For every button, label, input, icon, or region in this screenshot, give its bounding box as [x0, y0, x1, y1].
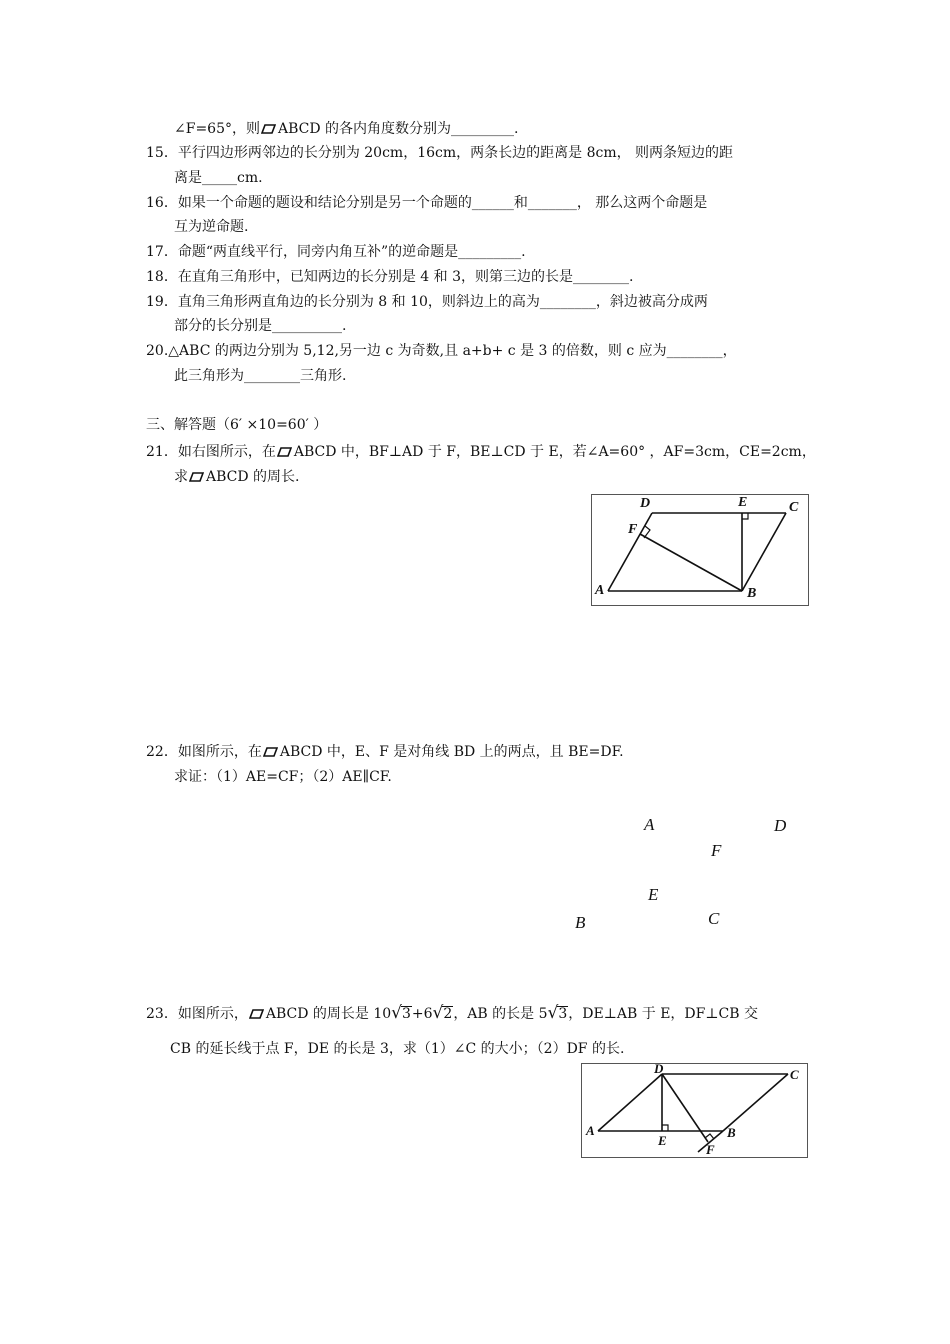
q21-label-e: E [738, 495, 748, 510]
q22-line1 [146, 743, 624, 761]
parallelogram-icon [189, 472, 204, 482]
q21-label-d: D [640, 496, 651, 511]
parallelogram-icon [261, 124, 276, 134]
sqrt-icon: √ [432, 1003, 444, 1023]
q14-continuation [174, 120, 519, 138]
q23-radicand-1: 3 [401, 1006, 411, 1022]
q21-label-b: B [747, 586, 757, 601]
q23-radicand-2: 2 [443, 1006, 453, 1022]
q23-label-f: F [706, 1142, 715, 1157]
q23-side-ad [598, 1074, 662, 1131]
q23-t4: ，DE⊥AB 于 E，DF⊥CB 交 [568, 1006, 758, 1022]
q18-line1: 18．在直角三角形中，已知两边的长分别是 4 和 3，则第三边的长是________. [146, 269, 634, 285]
q19-line1: 19．直角三角形两直角边的长分别为 8 和 10，则斜边上的高为________，斜边被高分成两 [146, 294, 708, 310]
q21-label-a: A [595, 583, 605, 598]
q21-label-f: F [628, 522, 638, 537]
q17-line1: 17．命题“两直线平行，同旁内角互补”的逆命题是_________. [146, 244, 526, 260]
parallelogram-icon [249, 1009, 264, 1019]
q20-line2: 此三角形为________三角形. [174, 368, 347, 384]
section-3-title: 三、解答题（6′ ×10=60′ ） [146, 417, 328, 433]
q22-label-e: E [648, 885, 659, 904]
q22-post: ABCD 中，E、F 是对角线 BD 上的两点，且 BE=DF. [279, 744, 624, 760]
q23-label-e: E [658, 1133, 667, 1148]
q21-right-angle-f [644, 526, 650, 538]
q23-figure [581, 1063, 808, 1158]
q21-figure [591, 494, 809, 606]
q22-line2: 求证：（1）AE=CF；（2）AE∥CF. [174, 769, 392, 785]
q21-line2 [174, 468, 300, 486]
q21-line1 [146, 443, 816, 461]
q23-line1 [146, 1004, 758, 1023]
q16-line1: 16．如果一个命题的题设和结论分别是另一个命题的______和_______， 那么这两个命题是 [146, 195, 708, 211]
q23-right-angle-e [662, 1125, 668, 1131]
q23-t1: ABCD 的周长是 10 [265, 1006, 392, 1022]
q21-line2-pre: 求 [174, 469, 188, 485]
q23-segment-df [662, 1074, 708, 1142]
q19-line2: 部分的长分别是__________. [174, 318, 347, 334]
q21-label-c: C [789, 500, 799, 515]
sqrt-icon: √ [391, 1003, 402, 1023]
q22-label-f: F [711, 841, 722, 860]
q22-label-d: D [774, 816, 787, 835]
q21-figure-drawing [592, 495, 808, 605]
q21-line2-post: ABCD 的周长. [206, 469, 300, 485]
q23-radicand-3: 3 [558, 1006, 568, 1022]
q23-line2: CB 的延长线于点 F，DE 的长是 3，求（1）∠C 的大小；（2）DF 的长. [170, 1041, 625, 1057]
q23-figure-drawing [582, 1064, 807, 1157]
q21-side-cb [742, 513, 786, 591]
q23-label-d: D [654, 1061, 664, 1076]
q15-line2: 离是_____cm. [174, 170, 263, 186]
q21-right-angle-e [742, 513, 748, 519]
q23-label-a: A [586, 1123, 595, 1138]
q21-post: ABCD 中，BF⊥AD 于 F，BE⊥CD 于 E，若∠A=60° ，AF=3cm，CE=2cm， [293, 444, 816, 460]
q15-line1: 15．平行四边形两邻边的长分别为 20cm，16cm，两条长边的距离是 8cm， 则两条短边的距 [146, 145, 734, 161]
q22-label-b: B [575, 913, 586, 932]
q14-text-pre: ∠F=65°，则 [174, 121, 260, 137]
q22-label-a: A [644, 815, 655, 834]
q21-pre: 21．如右图所示，在 [146, 444, 276, 460]
q21-segment-bf [640, 534, 742, 591]
q23-side-cb [723, 1074, 788, 1131]
q23-label-b: B [727, 1125, 736, 1140]
q23-label-c: C [790, 1067, 799, 1082]
sqrt-icon: √ [547, 1003, 559, 1023]
q22-pre: 22．如图所示，在 [146, 744, 262, 760]
q16-line2: 互为逆命题. [174, 219, 249, 235]
q23-num: 23．如图所示， [146, 1006, 248, 1022]
q23-t2: +6 [411, 1006, 433, 1022]
q23-t3: ，AB 的长是 5 [453, 1006, 548, 1022]
parallelogram-icon [263, 747, 278, 757]
q22-label-c: C [708, 909, 720, 928]
q14-text-post: ABCD 的各内角度数分别为_________. [278, 121, 519, 137]
q20-line1: 20.△ABC 的两边分别为 5,12,另一边 c 为奇数,且 a+b+ c 是 3 的倍数，则 c 应为________， [146, 343, 737, 359]
parallelogram-icon [277, 447, 292, 457]
